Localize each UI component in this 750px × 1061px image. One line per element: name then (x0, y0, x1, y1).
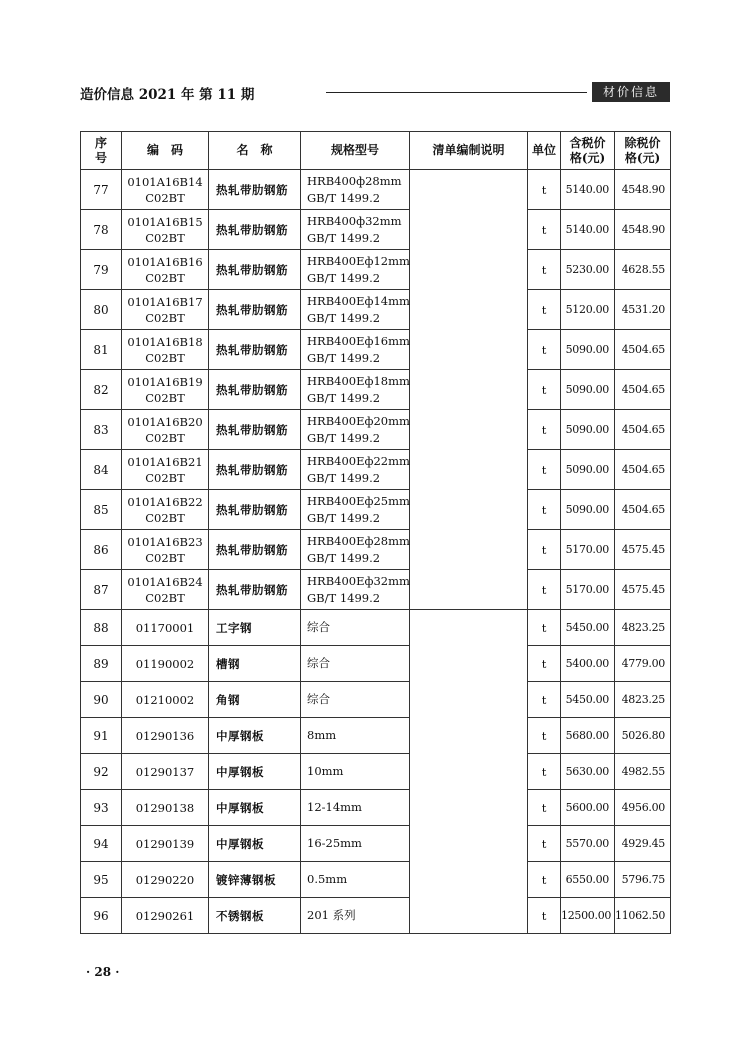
table-row (81, 530, 671, 570)
item-code: 0101A16B21 C02BT (122, 450, 209, 490)
description-cell (410, 610, 528, 934)
item-spec: 201 系列 (301, 898, 410, 934)
item-spec: HRB400Eф16mm GB/T 1499.2 (301, 330, 410, 370)
item-spec: 12-14mm (301, 790, 410, 826)
price-without-tax: 4575.45 (615, 530, 671, 570)
item-unit: t (528, 610, 561, 646)
item-unit: t (528, 290, 561, 330)
price-with-tax: 5450.00 (561, 682, 615, 718)
row-number: 94 (81, 826, 122, 862)
item-name: 中厚钢板 (209, 718, 301, 754)
item-name: 角钢 (209, 682, 301, 718)
item-name: 热轧带肋钢筋 (209, 570, 301, 610)
row-number: 92 (81, 754, 122, 790)
row-number: 87 (81, 570, 122, 610)
item-unit: t (528, 682, 561, 718)
table-row (81, 250, 671, 290)
item-spec: HRB400ф32mm GB/T 1499.2 (301, 210, 410, 250)
row-number: 91 (81, 718, 122, 754)
row-number: 77 (81, 170, 122, 210)
price-without-tax: 4929.45 (615, 826, 671, 862)
row-number: 83 (81, 410, 122, 450)
publication-title: 造价信息 2021 年 第 11 期 (80, 87, 255, 103)
item-code: 0101A16B17 C02BT (122, 290, 209, 330)
price-without-tax: 4504.65 (615, 410, 671, 450)
table-row (81, 370, 671, 410)
item-name: 热轧带肋钢筋 (209, 290, 301, 330)
item-code: 0101A16B16 C02BT (122, 250, 209, 290)
item-code: 01290136 (122, 718, 209, 754)
row-number: 89 (81, 646, 122, 682)
table-row (81, 490, 671, 530)
table-row (81, 790, 671, 826)
item-name: 镀锌薄钢板 (209, 862, 301, 898)
price-without-tax: 11062.50 (615, 898, 671, 934)
price-with-tax: 5600.00 (561, 790, 615, 826)
row-number: 79 (81, 250, 122, 290)
table-row (81, 898, 671, 934)
price-without-tax: 4548.90 (615, 170, 671, 210)
item-unit: t (528, 646, 561, 682)
table-row (81, 210, 671, 250)
price-with-tax: 5140.00 (561, 210, 615, 250)
item-name: 中厚钢板 (209, 754, 301, 790)
item-code: 0101A16B23 C02BT (122, 530, 209, 570)
price-with-tax: 5170.00 (561, 570, 615, 610)
item-unit: t (528, 410, 561, 450)
row-number: 90 (81, 682, 122, 718)
price-with-tax: 5090.00 (561, 450, 615, 490)
item-code: 0101A16B14 C02BT (122, 170, 209, 210)
row-number: 84 (81, 450, 122, 490)
item-spec: HRB400Eф32mm GB/T 1499.2 (301, 570, 410, 610)
price-without-tax: 4504.65 (615, 490, 671, 530)
item-code: 0101A16B19 C02BT (122, 370, 209, 410)
item-name: 热轧带肋钢筋 (209, 170, 301, 210)
table-header-row (81, 132, 671, 170)
price-with-tax: 5570.00 (561, 826, 615, 862)
item-code: 01290137 (122, 754, 209, 790)
item-unit: t (528, 370, 561, 410)
item-code: 01290220 (122, 862, 209, 898)
item-code: 0101A16B24 C02BT (122, 570, 209, 610)
item-spec: 综合 (301, 646, 410, 682)
price-without-tax: 4982.55 (615, 754, 671, 790)
item-unit: t (528, 718, 561, 754)
price-with-tax: 5230.00 (561, 250, 615, 290)
table-row (81, 718, 671, 754)
price-with-tax: 5170.00 (561, 530, 615, 570)
item-name: 热轧带肋钢筋 (209, 210, 301, 250)
price-without-tax: 4823.25 (615, 682, 671, 718)
item-unit: t (528, 754, 561, 790)
col-header-spec: 规格型号 (301, 132, 410, 170)
row-number: 78 (81, 210, 122, 250)
price-with-tax: 12500.00 (561, 898, 615, 934)
price-without-tax: 4504.65 (615, 370, 671, 410)
table-row (81, 450, 671, 490)
item-code: 0101A16B15 C02BT (122, 210, 209, 250)
col-header-code: 编 码 (122, 132, 209, 170)
item-spec: HRB400Eф12mm GB/T 1499.2 (301, 250, 410, 290)
item-code: 01210002 (122, 682, 209, 718)
header-rule (326, 92, 587, 93)
item-unit: t (528, 490, 561, 530)
item-spec: HRB400Eф18mm GB/T 1499.2 (301, 370, 410, 410)
row-number: 82 (81, 370, 122, 410)
row-number: 81 (81, 330, 122, 370)
row-number: 85 (81, 490, 122, 530)
price-with-tax: 5400.00 (561, 646, 615, 682)
price-with-tax: 6550.00 (561, 862, 615, 898)
col-header-no: 序 号 (81, 132, 122, 170)
table-row (81, 646, 671, 682)
item-unit: t (528, 570, 561, 610)
item-code: 01290139 (122, 826, 209, 862)
item-unit: t (528, 170, 561, 210)
table-row (81, 862, 671, 898)
item-name: 工字钢 (209, 610, 301, 646)
price-with-tax: 5090.00 (561, 410, 615, 450)
item-unit: t (528, 250, 561, 290)
page-number: · 28 · (86, 965, 120, 979)
item-name: 不锈钢板 (209, 898, 301, 934)
item-code: 01290138 (122, 790, 209, 826)
price-without-tax: 4779.00 (615, 646, 671, 682)
table-row (81, 290, 671, 330)
item-name: 热轧带肋钢筋 (209, 410, 301, 450)
item-code: 01290261 (122, 898, 209, 934)
item-name: 中厚钢板 (209, 826, 301, 862)
item-name: 热轧带肋钢筋 (209, 490, 301, 530)
col-header-price-notax: 除税价 格(元) (615, 132, 671, 170)
table-row (81, 610, 671, 646)
section-badge: 材价信息 (592, 82, 670, 102)
item-spec: HRB400ф28mm GB/T 1499.2 (301, 170, 410, 210)
item-name: 热轧带肋钢筋 (209, 370, 301, 410)
item-code: 01170001 (122, 610, 209, 646)
item-name: 热轧带肋钢筋 (209, 450, 301, 490)
price-without-tax: 5026.80 (615, 718, 671, 754)
price-with-tax: 5090.00 (561, 490, 615, 530)
table-row (81, 754, 671, 790)
item-name: 热轧带肋钢筋 (209, 330, 301, 370)
row-number: 86 (81, 530, 122, 570)
item-code: 01190002 (122, 646, 209, 682)
row-number: 95 (81, 862, 122, 898)
item-spec: 16-25mm (301, 826, 410, 862)
description-cell (410, 170, 528, 610)
item-name: 热轧带肋钢筋 (209, 530, 301, 570)
row-number: 93 (81, 790, 122, 826)
item-code: 0101A16B18 C02BT (122, 330, 209, 370)
table-row (81, 682, 671, 718)
col-header-unit: 单位 (528, 132, 561, 170)
price-with-tax: 5120.00 (561, 290, 615, 330)
table-row (81, 170, 671, 210)
price-with-tax: 5680.00 (561, 718, 615, 754)
price-without-tax: 4823.25 (615, 610, 671, 646)
item-unit: t (528, 210, 561, 250)
item-unit: t (528, 826, 561, 862)
item-spec: 8mm (301, 718, 410, 754)
item-spec: HRB400Eф22mm GB/T 1499.2 (301, 450, 410, 490)
item-spec: 10mm (301, 754, 410, 790)
col-header-price-tax: 含税价 格(元) (561, 132, 615, 170)
page-header (80, 82, 670, 104)
item-unit: t (528, 898, 561, 934)
item-name: 热轧带肋钢筋 (209, 250, 301, 290)
item-spec: 综合 (301, 682, 410, 718)
price-without-tax: 4628.55 (615, 250, 671, 290)
price-with-tax: 5090.00 (561, 330, 615, 370)
price-with-tax: 5090.00 (561, 370, 615, 410)
item-code: 0101A16B22 C02BT (122, 490, 209, 530)
item-unit: t (528, 530, 561, 570)
table-row (81, 826, 671, 862)
price-with-tax: 5450.00 (561, 610, 615, 646)
col-header-name: 名 称 (209, 132, 301, 170)
price-with-tax: 5140.00 (561, 170, 615, 210)
row-number: 96 (81, 898, 122, 934)
table-row (81, 410, 671, 450)
col-header-description: 清单编制说明 (410, 132, 528, 170)
item-spec: HRB400Eф14mm GB/T 1499.2 (301, 290, 410, 330)
price-without-tax: 4504.65 (615, 450, 671, 490)
item-unit: t (528, 330, 561, 370)
table-row (81, 330, 671, 370)
row-number: 88 (81, 610, 122, 646)
item-unit: t (528, 862, 561, 898)
price-without-tax: 4531.20 (615, 290, 671, 330)
row-number: 80 (81, 290, 122, 330)
item-spec: HRB400Eф28mm GB/T 1499.2 (301, 530, 410, 570)
material-price-table (80, 131, 671, 934)
item-spec: 0.5mm (301, 862, 410, 898)
table-row (81, 570, 671, 610)
item-name: 中厚钢板 (209, 790, 301, 826)
price-without-tax: 4956.00 (615, 790, 671, 826)
item-spec: 综合 (301, 610, 410, 646)
price-without-tax: 4504.65 (615, 330, 671, 370)
item-unit: t (528, 450, 561, 490)
item-code: 0101A16B20 C02BT (122, 410, 209, 450)
item-unit: t (528, 790, 561, 826)
price-without-tax: 4575.45 (615, 570, 671, 610)
item-name: 槽钢 (209, 646, 301, 682)
price-without-tax: 5796.75 (615, 862, 671, 898)
item-spec: HRB400Eф20mm GB/T 1499.2 (301, 410, 410, 450)
price-with-tax: 5630.00 (561, 754, 615, 790)
price-without-tax: 4548.90 (615, 210, 671, 250)
item-spec: HRB400Eф25mm GB/T 1499.2 (301, 490, 410, 530)
